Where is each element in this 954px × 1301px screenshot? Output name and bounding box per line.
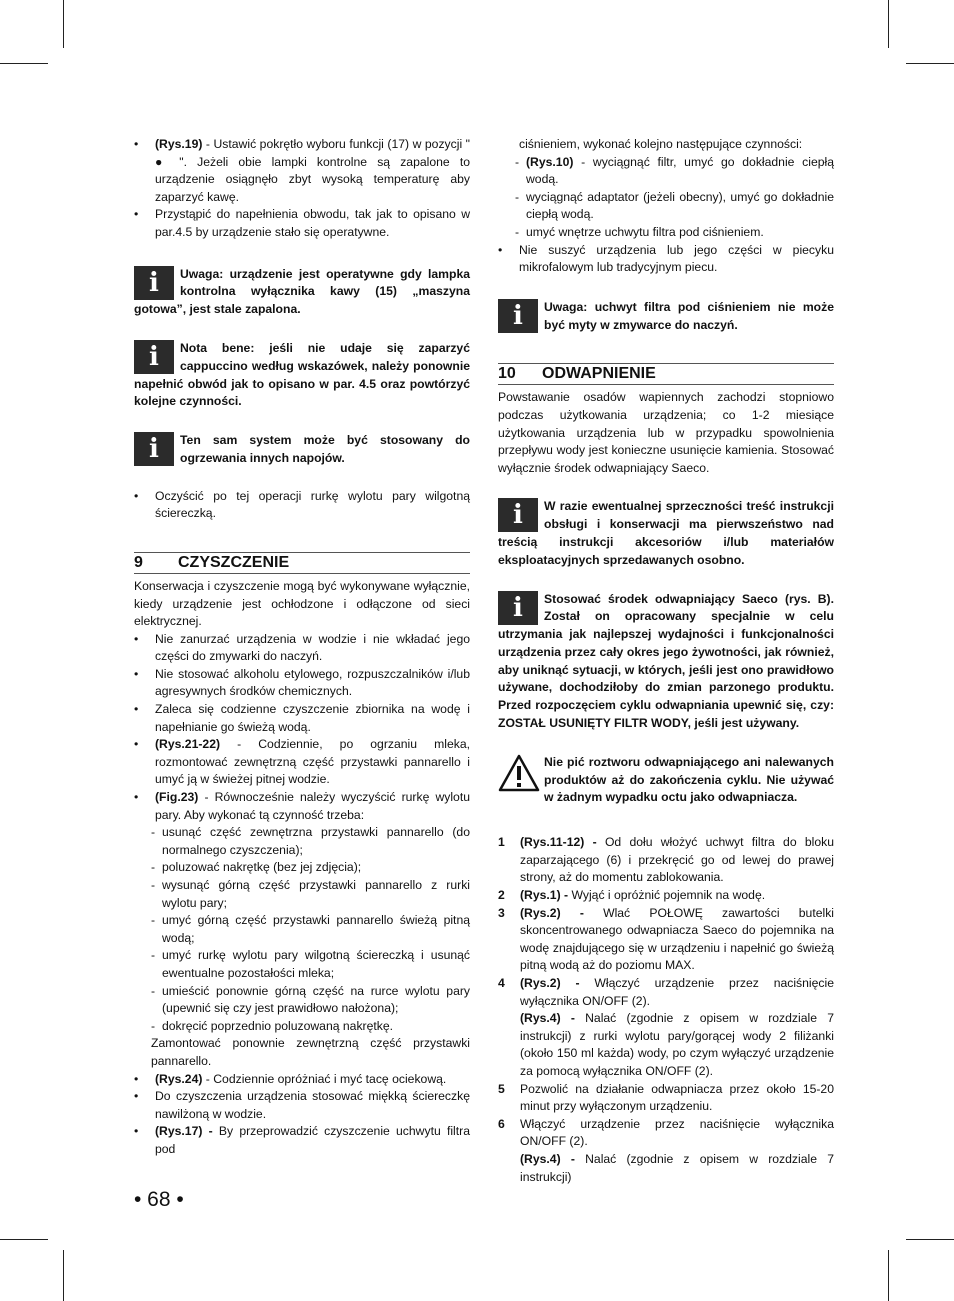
right-column [498, 136, 834, 1186]
list-item [134, 701, 470, 736]
list-item [515, 224, 834, 242]
crop-mark [906, 63, 954, 64]
note-text: Nota bene: jeśli nie udaje się zaparzyć cappuccino według wskazówek, należy ponownie napełnić obwód jak to opisano w par. 4.5 oraz powtórzyć kolejne czynności. [134, 340, 470, 409]
list-item-text: umyć wnętrze uchwytu filtra pod ciśnieniem. [526, 224, 764, 239]
crop-mark [888, 0, 889, 48]
note-text: Stosować środek odwapniający Saeco (rys. B). Został on opracowany specjalnie w celu utrzymania jak najlepszej wydajności i funkcjonalności urządzenia przez cały okres jego żywotności, jak również, aby uniknąć sytuacji, w których, jeśli jest ono prawidłowo używane, dochodziłoby do zmian parzonego produktu. Przed rozpoczęciem cyklu odwapniania upewnić się, czy: ZOSTAŁ USUNIĘTY FILTR WODY, jeśli jest używany. [498, 591, 834, 731]
step-text: Nalać (zgodnie z opisem w rozdziale 7 instrukcji) z rurki wylotu pary/gorącej wody 2 filiżanki (około 150 ml każda) wody, po czym wyłączyć urządzenie za pomocą wyłącznika ON/OFF (2). [520, 1011, 834, 1078]
step-subtext [520, 1010, 834, 1080]
figure-reference: (Rys.2) - [520, 976, 580, 991]
list-item [134, 631, 470, 666]
figure-reference: (Rys.21-22) [155, 737, 221, 752]
info-icon: i [498, 498, 538, 532]
list-item-text: - Ustawić pokrętło wyboru funkcji (17) w pozycji " ● ". Jeżeli obie lampki kontrolne są zapalone to urządzenie osiągnęło zbyt wysoką temperaturę aby zaparzyć kawę. [155, 137, 470, 204]
figure-reference: (Fig.23) [155, 790, 199, 805]
list-item-text: wyciągnąć adaptator (jeżeli obecny), umyć go dokładnie ciepłą wodą. [526, 189, 834, 222]
step-item [498, 887, 834, 905]
section-number: 10 [498, 365, 516, 383]
list-item-text: - Codziennie, po ogrzaniu mleka, rozmontować zewnętrzną część przystawki pannarello i umyć ją w świeżej pitnej wodzie. [155, 737, 470, 787]
list-item: - poluzować nakrętkę (bez jej zdjęcia); [151, 859, 470, 877]
dash-list [134, 824, 470, 1035]
section-heading [134, 552, 470, 574]
list-item [134, 736, 470, 789]
list-item [134, 1071, 470, 1089]
info-icon: i [498, 591, 538, 625]
info-icon: i [134, 266, 174, 300]
step-number: 6 [498, 1116, 505, 1131]
page-number: • 68 • [134, 1188, 184, 1211]
list-item: - umieścić ponownie górną część na rurce wylotu pary (upewnić się czy jest prawidłowo nałożona); [151, 983, 470, 1018]
list-item [515, 154, 834, 189]
list-item: - dokręcić poprzednio poluzowaną nakrętkę. [151, 1018, 470, 1036]
list-item-text: Przystąpić do napełnienia obwodu, tak jak to opisano w par.4.5 by urządzenie stało się operatywne. [155, 207, 470, 239]
crop-mark [888, 1250, 889, 1301]
list-item-text: Nie suszyć urządzenia lub jego części w piecyku mikrofalowym lub tradycyjnym piecu. [519, 242, 834, 275]
list-item [134, 789, 470, 824]
list-item: - wysunąć górną część przystawki pannarello z rurki wylotu pary; [151, 877, 470, 912]
figure-reference: (Rys.19) [155, 137, 203, 151]
list-item-text: By przeprowadzić czyszczenie uchwytu filtra pod [155, 1124, 470, 1156]
step-item [498, 975, 834, 1081]
section-title: CZYSZCZENIE [178, 553, 290, 571]
note-text: Uwaga: uchwyt filtra pod ciśnieniem nie może być myty w zmywarce do naczyń. [544, 299, 834, 332]
list-item [134, 488, 470, 523]
step-number: 3 [498, 905, 505, 920]
list-item: - usunąć część zewnętrzna przystawki pannarello (do normalnego czyszczenia); [151, 824, 470, 859]
list-item [134, 1088, 470, 1123]
list-item [134, 136, 470, 206]
list-item-text: Do czyszczenia urządzenia stosować miękką ściereczkę nawilżoną w wodzie. [155, 1089, 470, 1121]
info-note [134, 432, 470, 468]
list-item [515, 189, 834, 224]
bullet-list [498, 242, 834, 277]
section-intro: Konserwacja i czyszczenie mogą być wykonywane wyłącznie, kiedy urządzenie jest ochłodzone i odłączone od sieci elektrycznej. [134, 578, 470, 629]
info-icon: i [134, 432, 174, 466]
step-number: 4 [498, 976, 505, 991]
figure-reference: (Rys.4) - [520, 1151, 575, 1166]
note-text: Nie pić roztworu odwapniającego ani nalewanych produktów aż do zakończenia cyklu. Nie używać w żadnym wypadku octu jako odwapniacza. [544, 754, 834, 805]
list-item [134, 1123, 470, 1158]
list-item [498, 242, 834, 277]
crop-mark [0, 1239, 48, 1240]
list-item-text: Oczyścić po tej operacji rurkę wylotu pary wilgotną ściereczką. [155, 488, 470, 521]
info-note [498, 591, 834, 733]
list-item [134, 666, 470, 701]
section-intro: Powstawanie osadów wapiennych zachodzi stopniowo podczas użytkowania urządzenia; co 1-2 miesiące użytkowania urządzenia lub w przypadku spowolnienia przepływu wody jest konieczne usunięcie kamienia. Stosować wyłącznie środek odwapniający Saeco. [498, 390, 834, 475]
bullet-list [134, 1071, 470, 1159]
list-item-text: Zaleca się codzienne czyszczenie zbiornika na wodę i napełnianie go świeżą wodą. [155, 702, 470, 734]
step-item [498, 905, 834, 975]
crop-mark [63, 1250, 64, 1301]
list-item: - umyć górną część przystawki pannarello świeżą pitną wodą; [151, 912, 470, 947]
reassemble-text: Zamontować ponownie zewnętrzną część przystawki pannarello. [151, 1036, 470, 1068]
step-number: 2 [498, 888, 505, 903]
info-note [498, 299, 834, 335]
decalcification-steps [498, 834, 834, 1186]
note-text: Ten sam system może być stosowany do ogrzewania innych napojów. [180, 433, 470, 465]
step-text: Nalać (zgodnie z opisem w rozdziale 7 instrukcji) [520, 1151, 834, 1184]
step-item [498, 1081, 834, 1116]
top-bullet-list [134, 136, 470, 242]
figure-reference: (Rys.10) [526, 154, 574, 169]
bullet-list [134, 488, 470, 523]
warning-icon [498, 754, 540, 792]
info-icon: i [134, 340, 174, 374]
step-text: Włączyć urządzenie przez naciśnięcie wyłącznika ON/OFF (2). [520, 976, 834, 1008]
figure-reference: (Rys.17) - [155, 1124, 213, 1139]
step-number: 5 [498, 1081, 505, 1096]
step-text: Pozwolić na działanie odwapniacza przez około 15-20 minut przy wyłączonym urządzeniu. [520, 1081, 834, 1114]
note-text: W razie ewentualnej sprzeczności treść instrukcji obsługi i konserwacji ma pierwszeństwo nad treścią instrukcji akcesoriów i/lub materiałów eksploatacyjnych sprzedawanych osobno. [498, 499, 834, 567]
step-subtext [520, 1151, 834, 1186]
step-text: Włączyć urządzenie przez naciśnięcie wyłącznika ON/OFF (2). [520, 1116, 834, 1149]
crop-mark [906, 1239, 954, 1240]
figure-reference: (Rys.4) - [520, 1011, 575, 1026]
left-column [134, 136, 470, 1159]
list-item-text: - Równocześnie należy wyczyścić rurkę wylotu pary. Aby wykonać tą czynność trzeba: [155, 790, 470, 822]
info-icon: i [498, 299, 538, 333]
list-item: - umyć rurkę wylotu pary wilgotną ściereczką i usunąć ewentualne pozostałości mleka; [151, 947, 470, 982]
continuation-text: ciśnieniem, wykonać kolejno następujące czynności: [519, 137, 803, 151]
figure-reference: (Rys.2) - [520, 905, 584, 920]
warning-note [498, 754, 834, 807]
dash-list [498, 154, 834, 242]
list-item-text: Nie zanurzać urządzenia w wodzie i nie wkładać jego części do zmywarki do naczyń. [155, 631, 470, 664]
note-text: Uwaga: urządzenie jest operatywne gdy lampka kontrolna wyłącznika kawy (15) „maszyna gotowa”, jest stale zapalona. [134, 266, 470, 317]
info-note [134, 266, 470, 319]
section-title: ODWAPNIENIE [542, 365, 656, 383]
info-note [134, 340, 470, 411]
figure-reference: (Rys.11-12) - [520, 835, 597, 850]
step-text: Wyjąć i opróżnić pojemnik na wodę. [568, 888, 766, 903]
list-item-text: Nie stosować alkoholu etylowego, rozpuszczalników i/lub agresywnych środków chemicznych. [155, 666, 470, 699]
step-text: Wlać POŁOWĘ zawartości butelki skoncentrowanego odwapniacza Saeco do pojemnika na wodę znajdującego się w urządzeniu i napełnić go świeżą pitną wodą aż do poziomu MAX. [520, 905, 834, 973]
step-item [498, 1116, 834, 1186]
figure-reference: (Rys.24) [155, 1071, 203, 1086]
bullet-list [134, 631, 470, 825]
info-note [498, 498, 834, 569]
list-item-text: - wyciągnąć filtr, umyć go dokładnie ciepłą wodą. [526, 154, 834, 187]
list-item-text: - Codziennie opróżniać i myć tacę ociekową. [202, 1071, 447, 1086]
crop-mark [0, 63, 48, 64]
section-number: 9 [134, 553, 143, 571]
step-text: Od dołu włożyć uchwyt filtra do bloku zaparzającego (6) i przekręcić go od lewej do prawej strony, aż do momentu zablokowania. [520, 835, 835, 885]
step-number: 1 [498, 835, 505, 850]
section-heading [498, 363, 834, 385]
crop-mark [63, 0, 64, 48]
figure-reference: (Rys.1) - [520, 888, 569, 903]
step-item [498, 834, 834, 887]
list-item [134, 206, 470, 241]
